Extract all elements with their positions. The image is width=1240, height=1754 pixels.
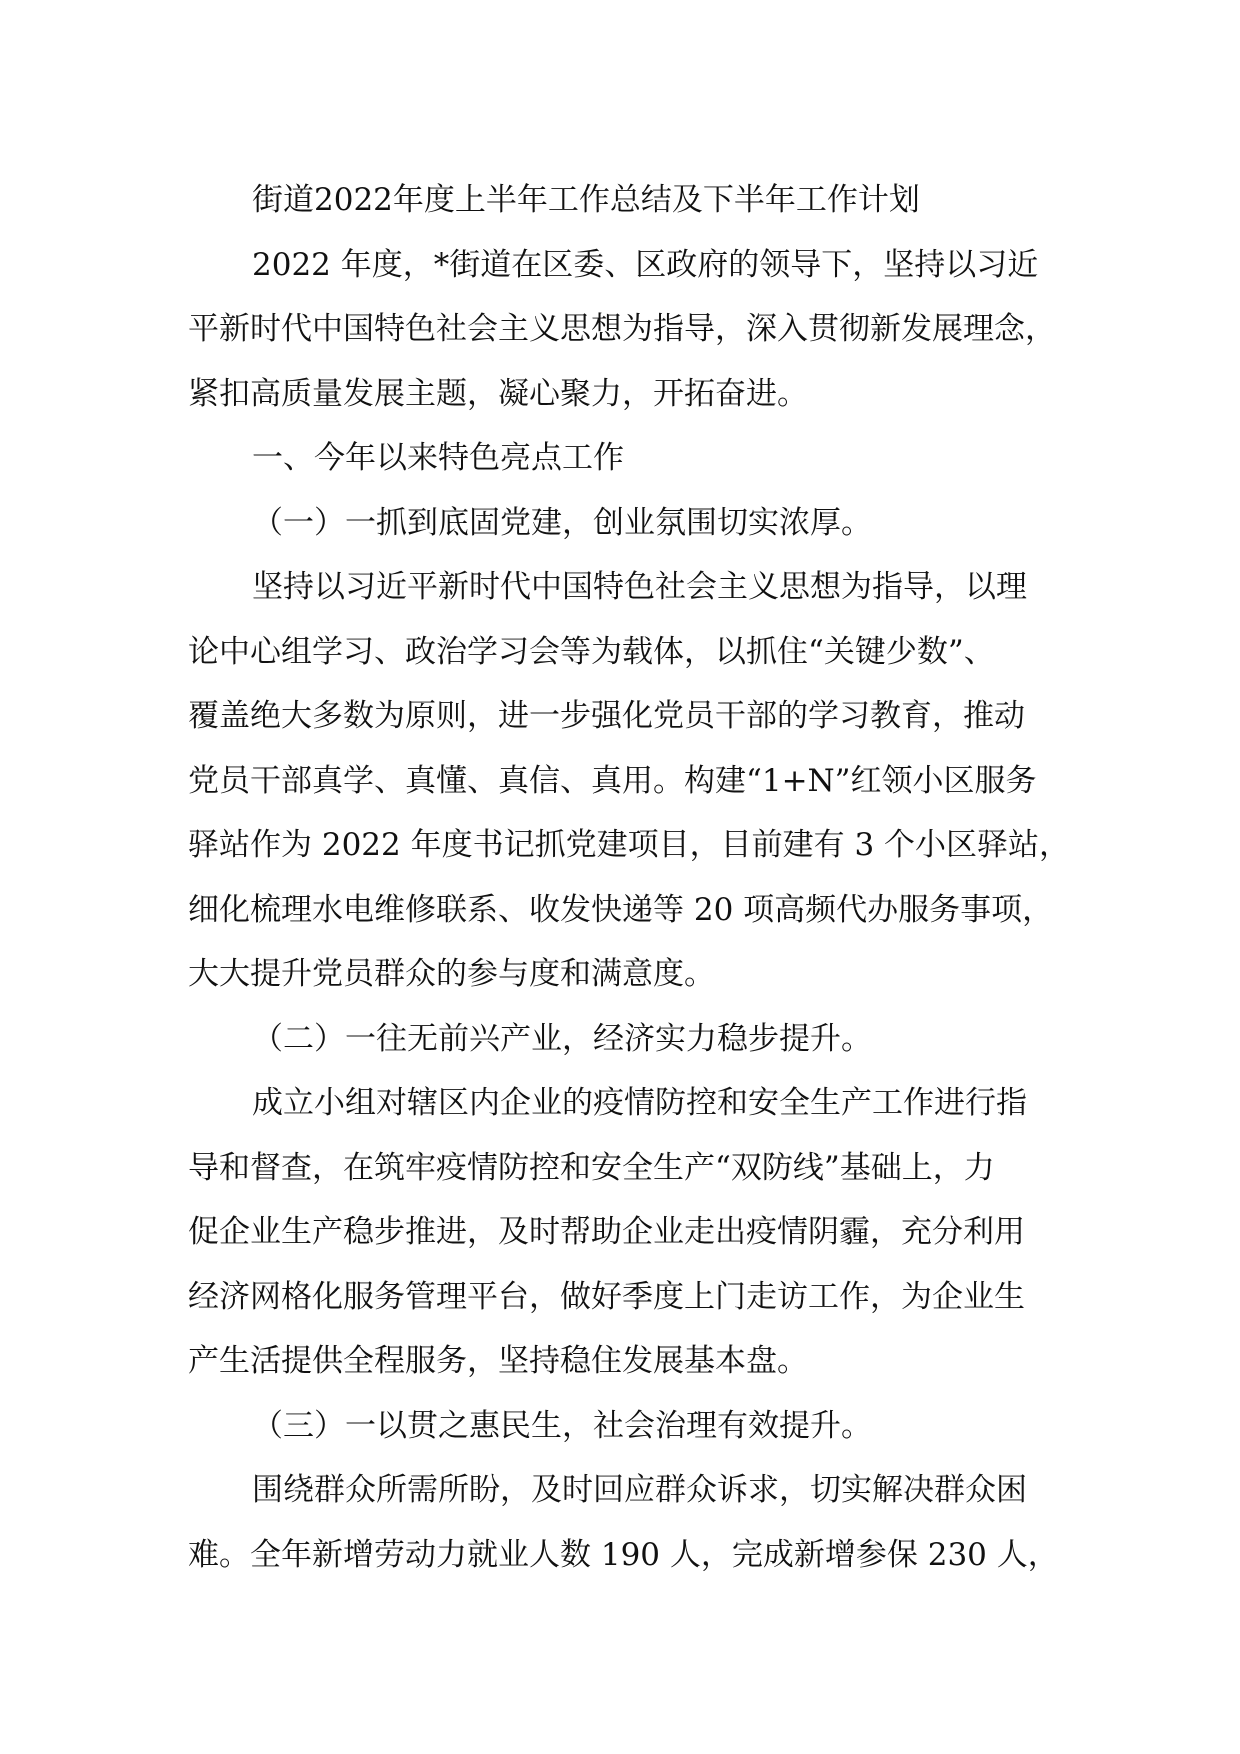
- text-line: 产生活提供全程服务，坚持稳住发展基本盘。: [188, 1343, 808, 1379]
- subsection-heading: （三）一以贯之惠民生，社会治理有效提升。: [252, 1407, 872, 1444]
- text-line: 论中心组学习、政治学习会等为载体，以抓住“关键少数”、: [188, 633, 995, 670]
- text-line: 驿站作为 2022 年度书记抓党建项目，目前建有 3 个小区驿站，: [188, 827, 1071, 863]
- document-title: 街道2022年度上半年工作总结及下半年工作计划: [252, 182, 920, 218]
- section-heading: 一、今年以来特色亮点工作: [252, 440, 624, 476]
- subsection-heading: （二）一往无前兴产业，经济实力稳步提升。: [252, 1020, 872, 1057]
- document-page: [188, 168, 1088, 1587]
- text-line: 坚持以习近平新时代中国特色社会主义思想为指导，以理: [252, 569, 1027, 605]
- text-line: 大大提升党员群众的参与度和满意度。: [188, 956, 715, 992]
- text-line: 经济网格化服务管理平台，做好季度上门走访工作，为企业生: [188, 1278, 1025, 1315]
- paragraph-livelihood: [188, 1458, 1088, 1587]
- paragraph-intro: [188, 233, 1088, 427]
- text-line: 成立小组对辖区内企业的疫情防控和安全生产工作进行指: [252, 1085, 1027, 1121]
- paragraph-party-building: [188, 555, 1088, 1007]
- text-line: 2022 年度，*街道在区委、区政府的领导下，坚持以习近: [252, 246, 1039, 283]
- text-line: 导和督查，在筑牢疫情防控和安全生产“双防线”基础上，力: [188, 1149, 995, 1186]
- text-line: 平新时代中国特色社会主义思想为指导，深入贯彻新发展理念，: [188, 311, 1056, 347]
- text-line: 党员干部真学、真懂、真信、真用。构建“1+N”红领小区服务: [188, 762, 1037, 799]
- text-line: 促企业生产稳步推进，及时帮助企业走出疫情阴霾，充分利用: [188, 1214, 1025, 1250]
- text-line: 细化梳理水电维修联系、收发快递等 20 项高频代办服务事项，: [188, 891, 1054, 928]
- text-line: 覆盖绝大多数为原则，进一步强化党员干部的学习教育，推动: [188, 698, 1025, 734]
- text-line: 紧扣高质量发展主题，凝心聚力，开拓奋进。: [188, 375, 808, 412]
- paragraph-industry: [188, 1071, 1088, 1394]
- text-line: 围绕群众所需所盼，及时回应群众诉求，切实解决群众困: [252, 1472, 1027, 1508]
- text-line: 难。全年新增劳动力就业人数 190 人，完成新增参保 230 人，: [188, 1536, 1059, 1573]
- subsection-heading: （一）一抓到底固党建，创业氛围切实浓厚。: [252, 504, 872, 541]
